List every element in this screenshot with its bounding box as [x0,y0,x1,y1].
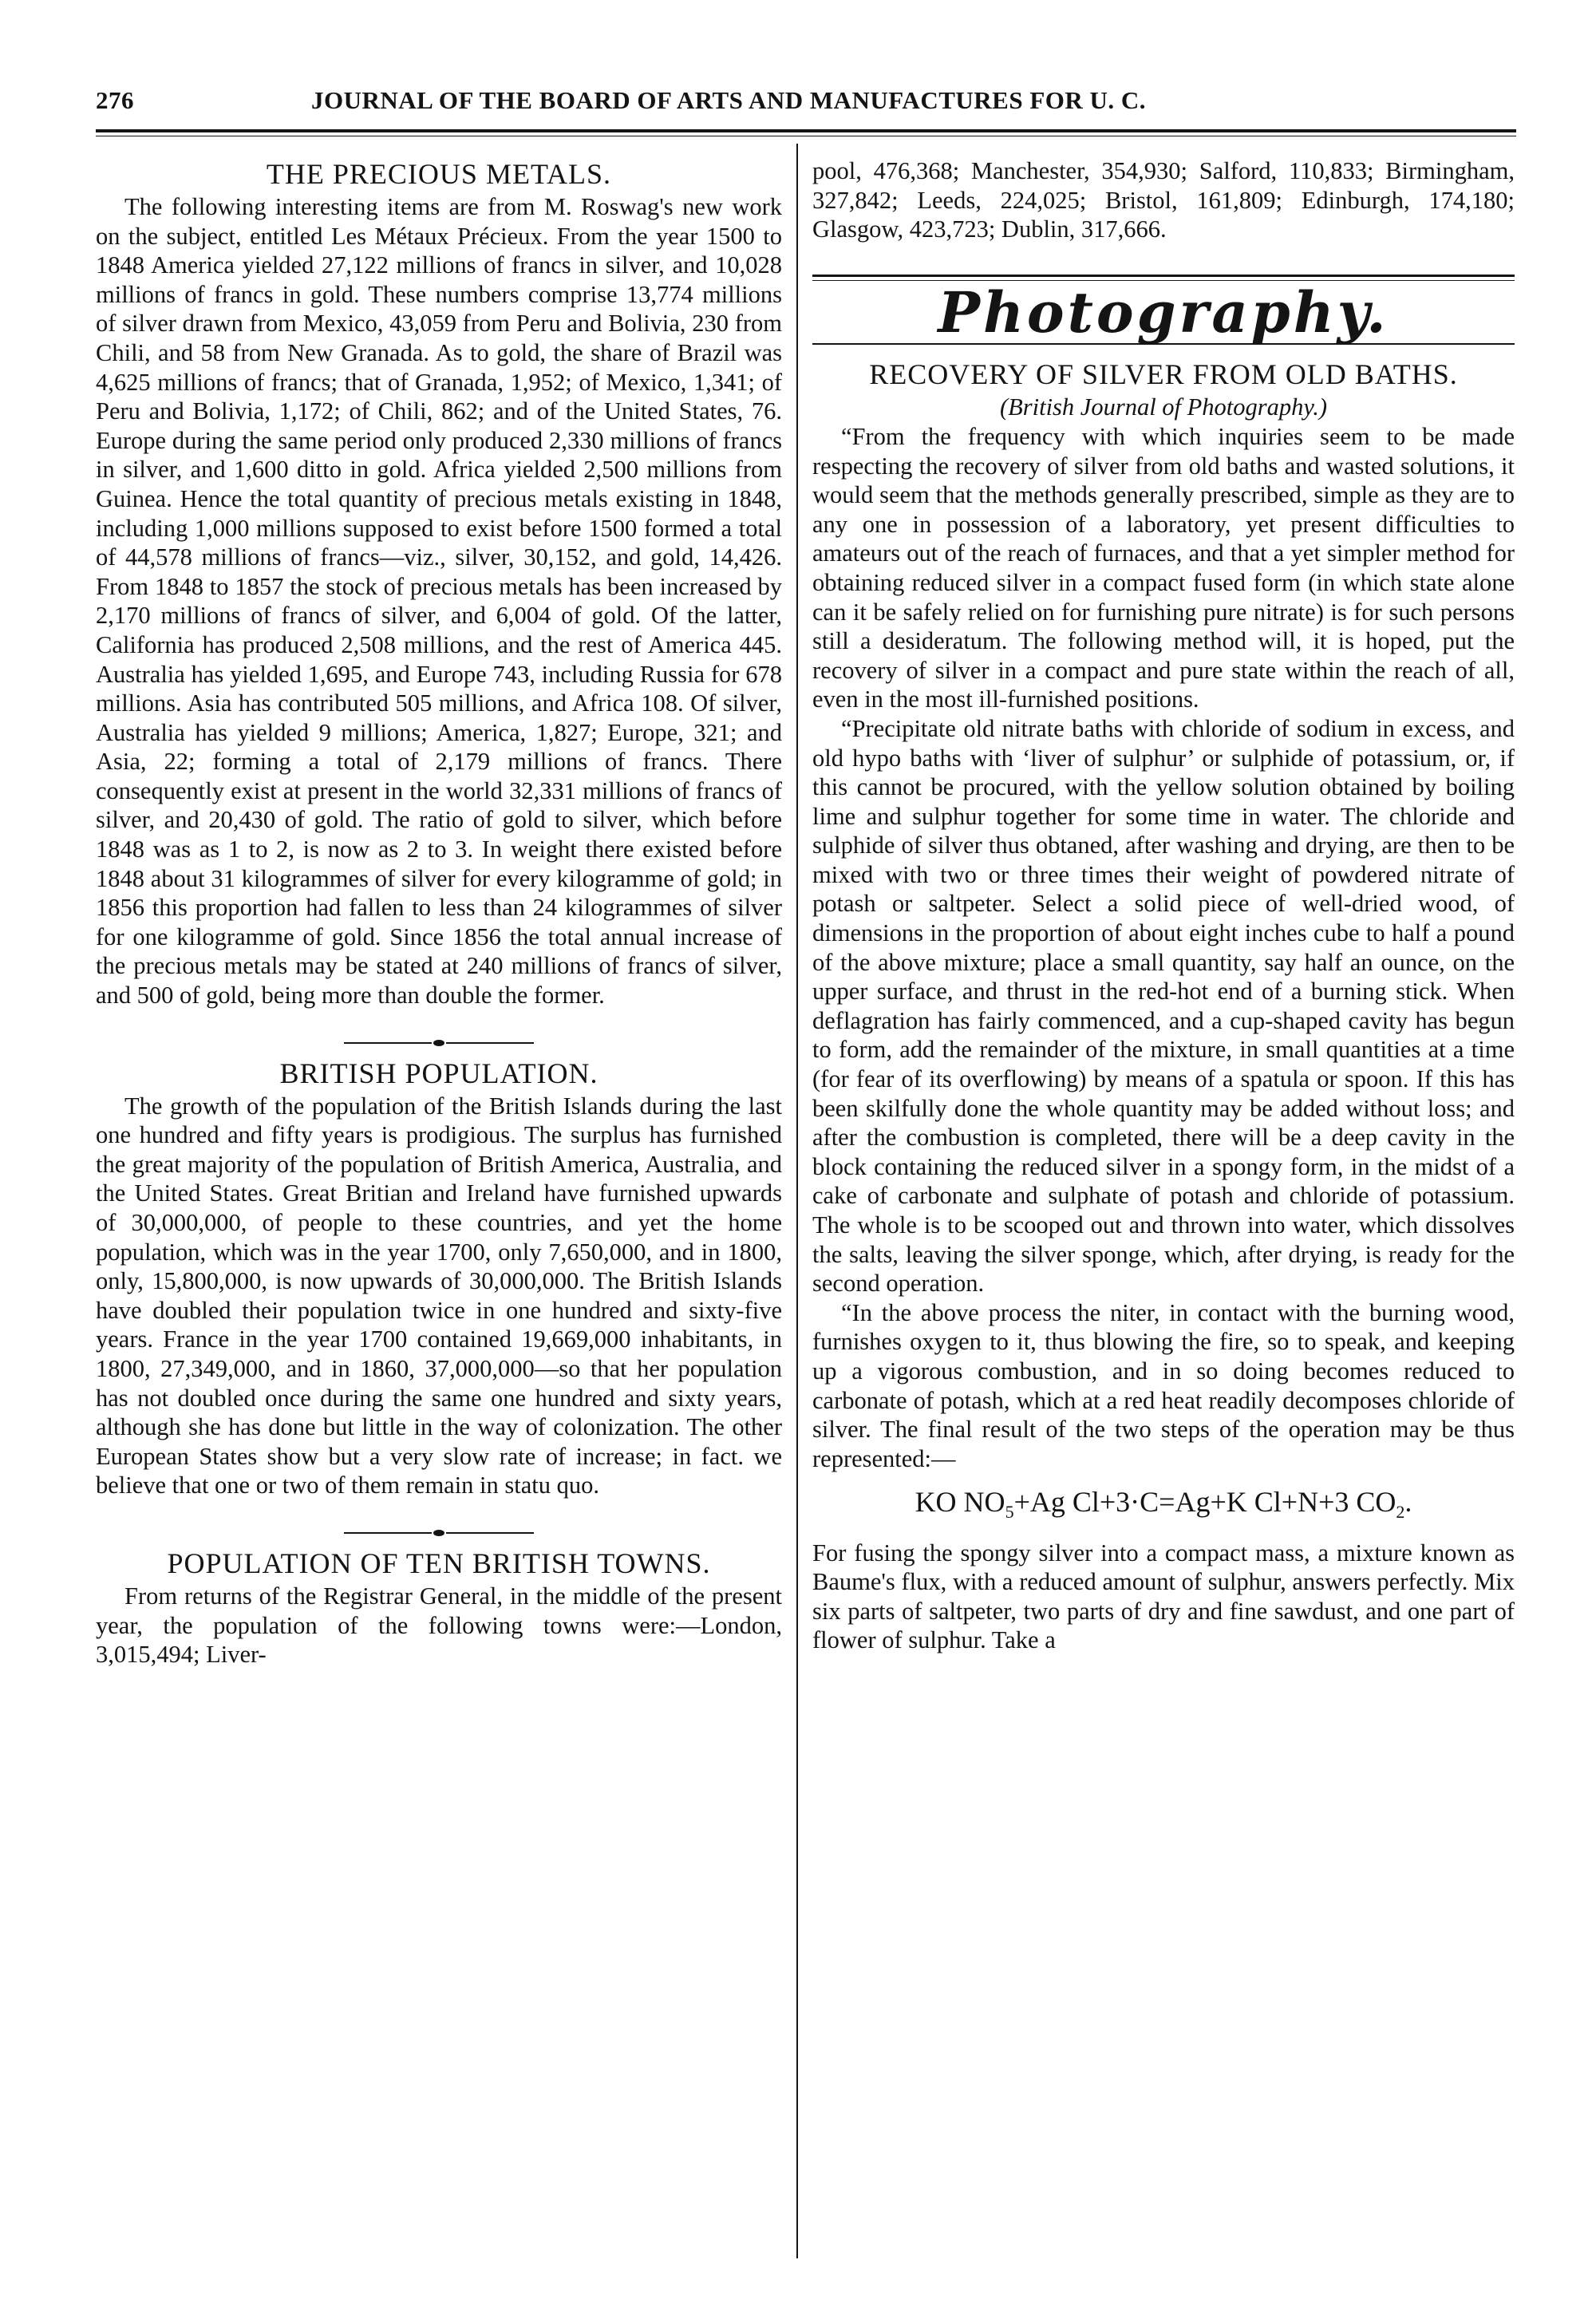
ten-towns-body: From returns of the Registrar General, in the middle of the present year, the population of the following towns were:—London, 3,015,494; Liver- [96,1582,782,1669]
british-population-body: The growth of the population of the British Islands during the last one hundred and fifty years is prodigious. The surplus has furnished the great majority of the population of British America, Australia, and the United States. Great Britian and Ireland have furnished upwards of 30,000,000, of people to these countries, and yet the home population, which was in the year 1700, only 7,650,000, and in 1800, only, 15,800,000, is now upwards of 30,000,000. The British Islands have doubled their population twice in one hundred and sixty-five years. France in the year 1700 contained 19,669,000 inhabitants, in 1800, 27,349,000, and in 1860, 37,000,000—so that her population has not doubled once during the same one hundred and sixty years, although she has done but little in the way of colonization. The other European States show but a very slow rate of increase; in fact. we believe that one or two of them remain in statu quo. [96,1092,782,1499]
section-ornament [96,1026,782,1037]
precious-metals-title: THE PRECIOUS METALS. [266,158,612,190]
recovery-para-1: “From the frequency with which inquiries seem to be made respecting the recovery of silver from old baths and wasted solutions, it would seem that the methods generally prescribed, simple as they are to any one in possession of a laboratory, yet present difficulties to amateurs out of the reach of furnaces, and that a yet simpler method for obtaining reduced silver in a compact fused form (in which state alone can it be safely relied on for furnishing pure nitrate) is for such persons still a desideratum. The following method will, it is hoped, put the recovery of silver in a compact and pure state within the reach of all, even in the most ill-furnished positions. [812,422,1515,713]
recovery-para-4: For fusing the spongy silver into a compact mass, a mixture known as Baume's flux, with a reduced amount of sulphur, answers perfectly. Mix six parts of saltpeter, two parts of dry and fine sawdust, and one part of flower of sulphur. Take a [812,1539,1515,1654]
recovery-title: RECOVERY OF SILVER FROM OLD BATHS. [869,358,1458,391]
journal-title: JOURNAL OF THE BOARD OF ARTS AND MANUFACTURES FOR U. C. [311,86,1147,114]
ten-towns-title: POPULATION OF TEN BRITISH TOWNS. [167,1547,711,1579]
precious-metals-body: The following interesting items are from M. Roswag's new work on the subject, entitled Les Métaux Précieux. From the year 1500 to 1848 America yielded 27,122 millions of francs in silver, and 10,028 millions of francs in gold. These numbers comprise 13,774 millions of silver drawn from Mexico, 43,059 from Peru and Bolivia, 230 from Chili, and 58 from New Granada. As to gold, the share of Brazil was 4,625 millions of francs; that of Granada, 1,952; of Mexico, 1,341; of Peru and Bolivia, 1,172; of Chili, 862; and of the United States, 76. Europe during the same period only produced 2,330 millions of francs in silver, and 1,600 ditto in gold. Africa yielded 2,500 millions from Guinea. Hence the total quantity of precious metals existing in 1848, including 1,000 millions supposed to exist before 1500 formed a total of 44,578 millions of francs—viz., silver, 30,152, and gold, 14,426. From 1848 to 1857 the stock of precious metals has been increased by 2,170 millions of francs of silver, and 6,004 of gold. Of the latter, California has produced 2,508 millions, and the rest of America 445. Australia has yielded 1,695, and Europe 743, including Russia for 678 millions. Asia has contributed 505 millions, and Africa 108. Of silver, Australia has yielded 9 millions; America, 1,827; Europe, 321; and Asia, 22; forming a total of 2,179 millions of francs. There consequently exist at present in the world 32,331 millions of francs of silver, and 20,430 of gold. The ratio of gold to silver, which before 1848 was as 1 to 2, is now as 2 to 3. In weight there existed before 1848 about 31 kilogrammes of silver for every kilogramme of gold; in 1856 this proportion had fallen to less than 24 kilogrammes of silver for one kilogramme of gold. Since 1856 the total annual increase of the precious metals may be stated at 240 millions of francs of silver, and 500 of gold, being more than double the former. [96,193,782,1009]
ten-towns-continued: pool, 476,368; Manchester, 354,930; Salford, 110,833; Birmingham, 327,842; Leeds, 224,025; Bristol, 161,809; Edinburgh, 174,180; Glasgow, 423,723; Dublin, 317,666. [812,157,1515,243]
left-column [96,156,782,1669]
british-population-title: BRITISH POPULATION. [279,1057,598,1089]
header-rule [96,129,1516,132]
page-number: 276 [96,86,134,114]
section-ornament [96,1516,782,1527]
recovery-para-2: “Precipitate old nitrate baths with chloride of sodium in excess, and old hypo baths with ‘liver of sulphur’ or sulphide of potassium, or, if this cannot be procured, with the yellow solution obtained by boiling lime and sulphur together for some time in water. The chloride and sulphide of silver thus obtaned, after washing and drying, are then to be mixed with two or three times their weight of powdered nitrate of potash or saltpeter. Select a solid piece of well-dried wood, of dimensions in the proportion of about eight inches cube to half a pound of the above mixture; place a small quantity, say half an ounce, on the upper surface, and thrust in the red-hot end of a burning stick. When deflagration has fairly commenced, and a cup-shaped cavity has begun to form, add the remainder of the mixture, in small quantities at a time (for fear of its overflowing) by means of a spatula or spoon. If this has been skilfully done the whole quantity may be added without loss; and after the combustion is completed, there will be a deep cavity in the block containing the reduced silver in a spongy form, in the midst of a cake of carbonate and sulphate of potash and chloride of potassium. The whole is to be scooped out and thrown into water, which dissolves the salts, leaving the silver sponge, which, after drying, is ready for the second operation. [812,714,1515,1298]
chemical-formula: KO $NO_5+Ag$ Cl+3·C=Ag+K Cl+N+3 $CO_2$. [915,1486,1412,1523]
column-divider [796,144,798,2258]
recovery-source: (British Journal of Photography.) [999,393,1328,421]
running-header [96,80,1516,124]
photography-section-title: Photography. [938,279,1389,346]
recovery-para-3: “In the above process the niter, in contact with the burning wood, furnishes oxygen to it, thus blowing the fire, so to speak, and keeping up a vigorous combustion, and in so doing becomes reduced to carbonate of potash, which at a red heat readily decomposes chloride of silver. The final result of the two steps of the operation may be thus represented:— [812,1298,1515,1472]
right-column [812,156,1515,1655]
